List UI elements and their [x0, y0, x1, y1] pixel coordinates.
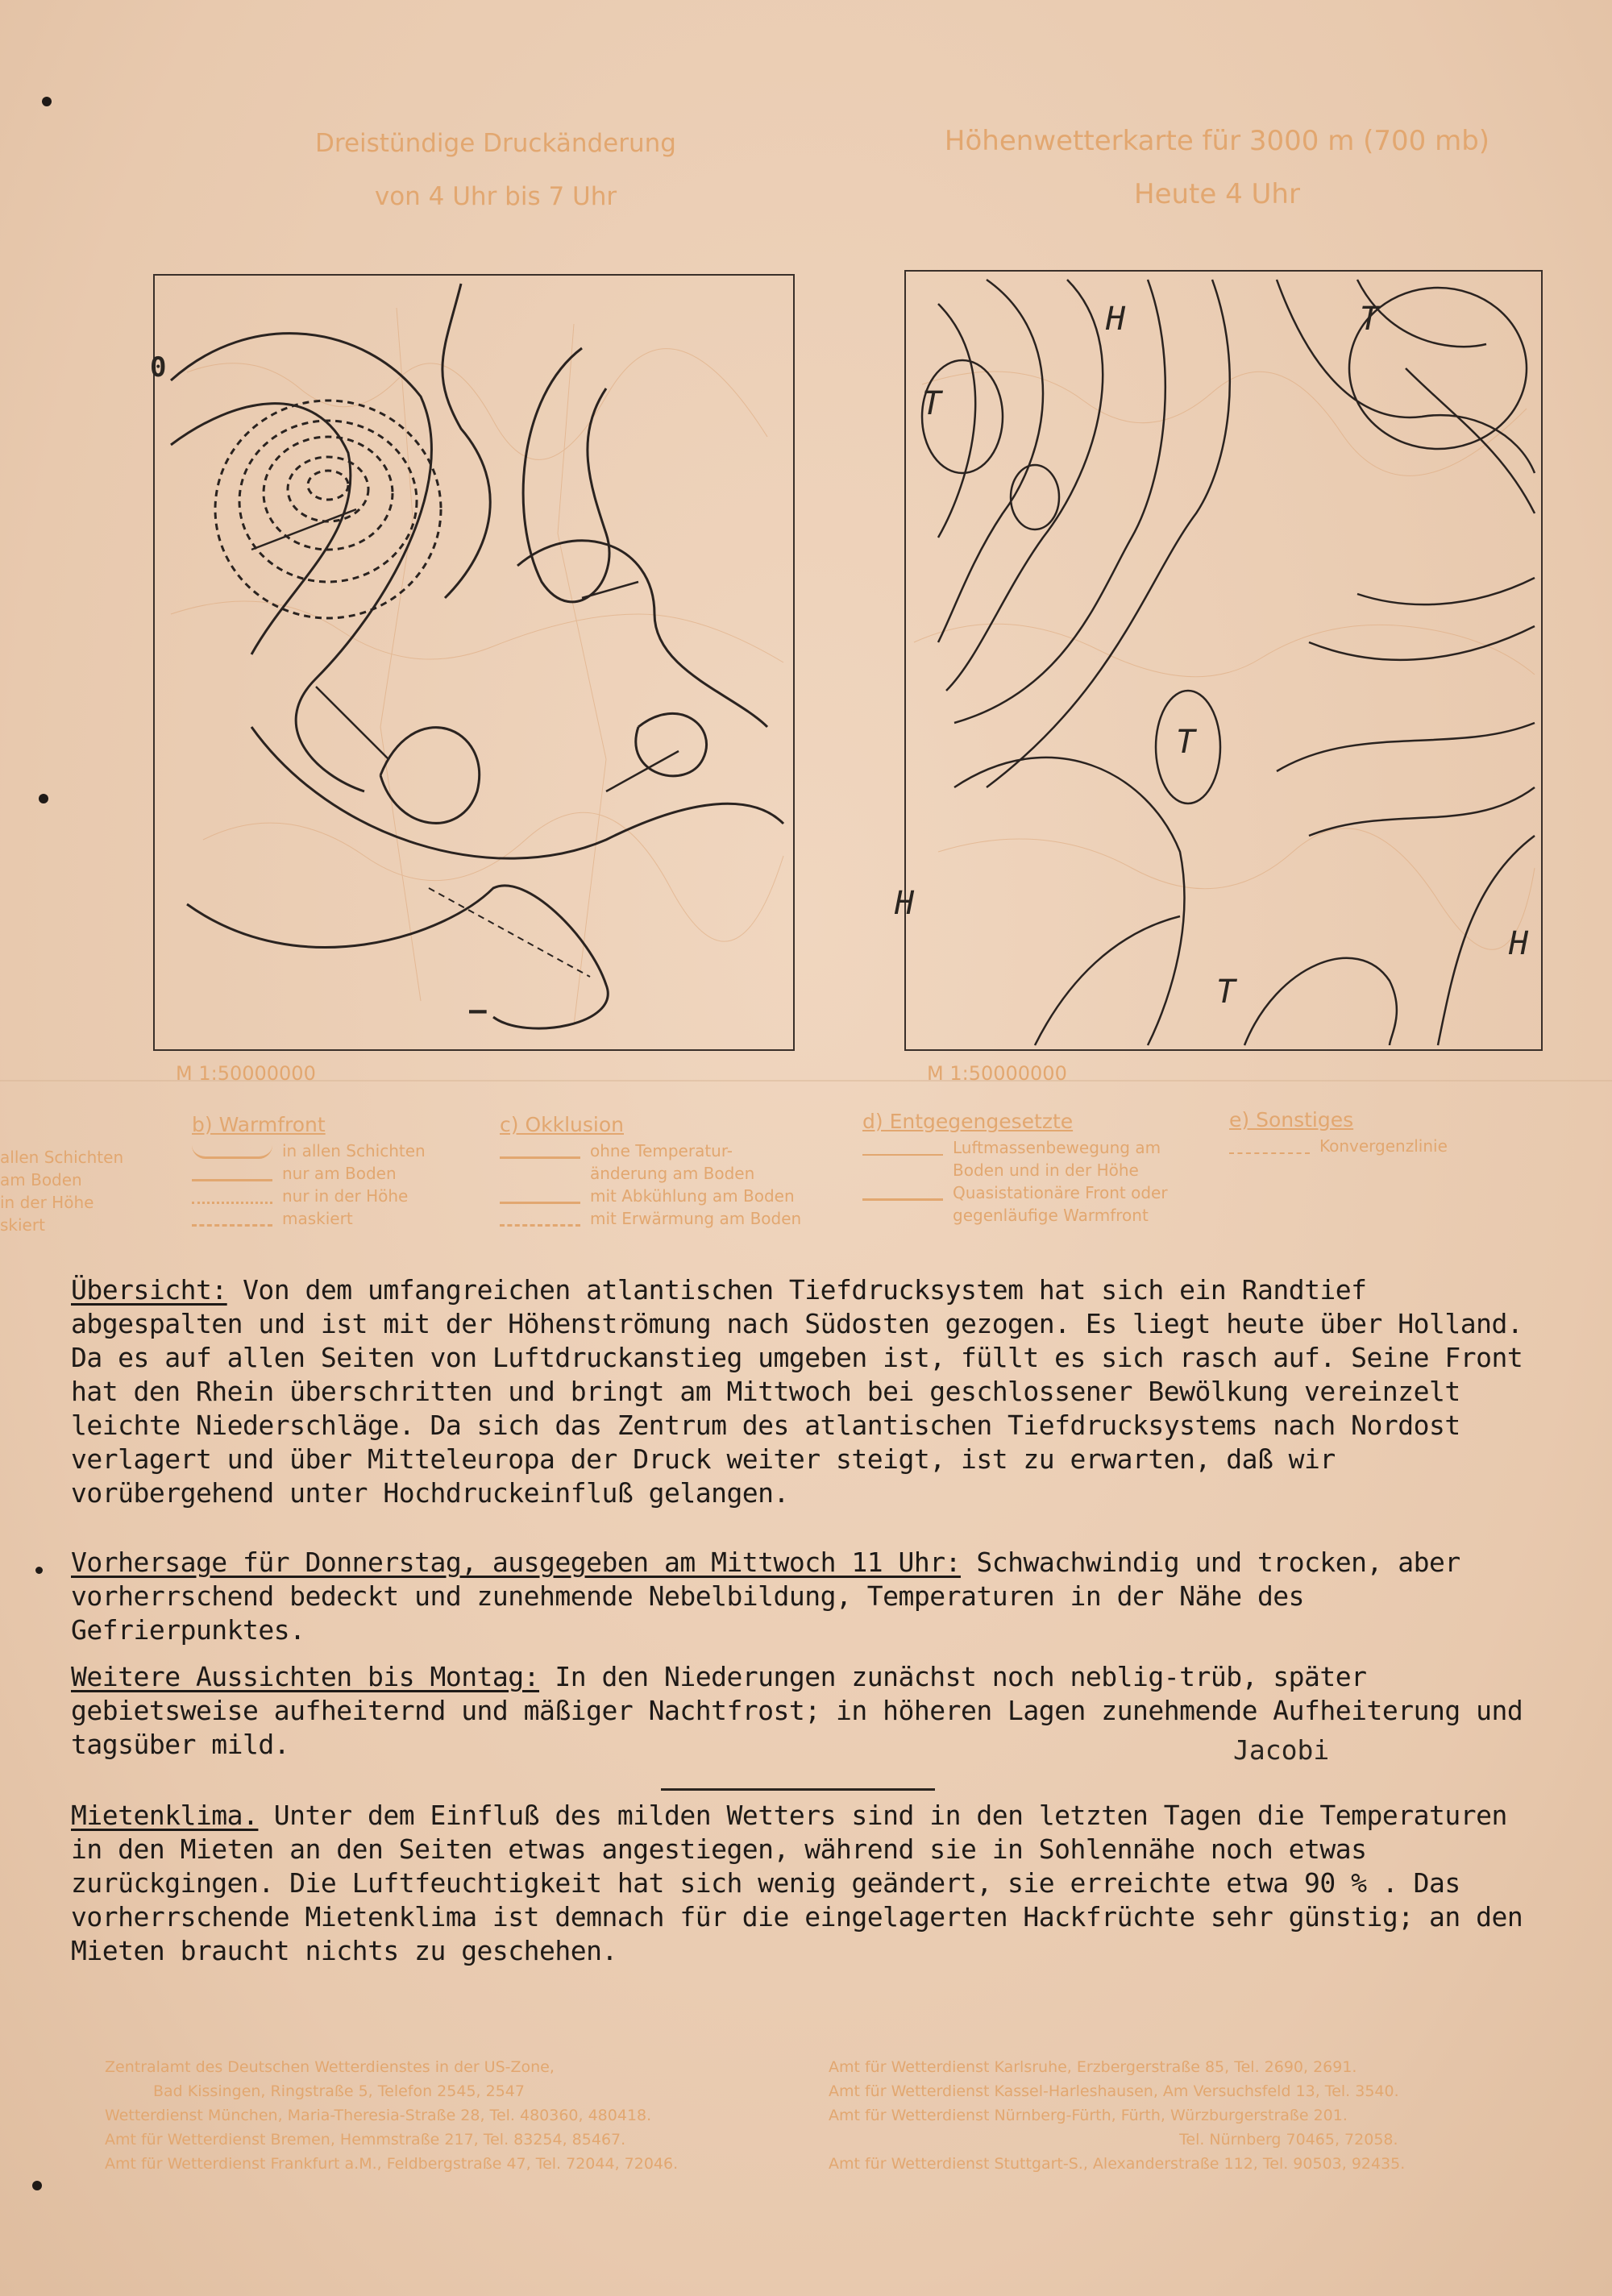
legend-warm-item-2: nur am Boden — [192, 1162, 426, 1185]
left-map-minus-label: – — [469, 994, 487, 1027]
left-map-arrows — [251, 509, 679, 791]
legend-warm-item-4: maskiert — [192, 1207, 426, 1230]
right-map-high-label-left: H — [895, 885, 915, 922]
right-upper-air-map — [895, 270, 1543, 1051]
storage-climate-heading: Mietenklima. — [71, 1800, 259, 1831]
author-signature: Jacobi — [1233, 1734, 1330, 1766]
right-map-contours — [922, 280, 1535, 1045]
section-divider — [661, 1788, 935, 1791]
outlook-body: In den Niederungen zunächst noch neblig-trüb, später gebietsweise aufheiternd und mäßiger Nachtfrost; in höheren Lagen zunehmende Aufheiterung und tagsüber mild. — [71, 1661, 1523, 1760]
overview-paragraph — [71, 1273, 1546, 1510]
footer-left-line-5: Amt für Wetterdienst Frankfurt a.M., Feldbergstraße 47, Tel. 72044, 72046. — [105, 2155, 679, 2173]
footer-left-line-3: Wetterdienst München, Maria-Theresia-Straße 28, Tel. 480360, 480418. — [105, 2107, 652, 2124]
punch-mark-middle — [39, 794, 48, 803]
legend-warm-front-heading: b) Warmfront — [192, 1113, 326, 1136]
legend-warm-item-3: nur in der Höhe — [192, 1185, 426, 1207]
right-map-title — [903, 125, 1531, 210]
legend-occlusion-item-4: mit Erwärmung am Boden — [500, 1207, 801, 1230]
legend-opposing-item-1: Luftmassenbewegung am — [862, 1136, 1168, 1159]
left-map-coastlines — [171, 308, 783, 1025]
footer-right-line-2: Amt für Wetterdienst Kassel-Harleshausen, Am Versuchsfeld 13, Tel. 3540. — [829, 2082, 1399, 2100]
right-map-high-label-right: H — [1509, 925, 1529, 962]
legend-warm-item-1: in allen Schichten — [192, 1140, 426, 1162]
right-map-low-label-top: T — [1360, 301, 1380, 338]
left-map-title-line2: von 4 Uhr bis 7 Uhr — [374, 182, 617, 211]
legend-occlusion-item-3: mit Abkühlung am Boden — [500, 1185, 801, 1207]
legend-occlusion-item-1: ohne Temperatur- — [500, 1140, 801, 1162]
storage-climate-body: Unter dem Einfluß des milden Wetters sind in den letzten Tagen die Temperaturen in den Mieten an den Seiten etwas angestiegen, während sie in Sohlennähe noch etwas zurückgingen. Die Luftfeuchtigkeit hat sich wenig geändert, sie erreichte etwa 90 % . Das vorherrschende Mietenklima ist demnach für die eingelagerten Hackfrüchte sehr günstig; an den Mieten braucht nichts zu geschehen. — [71, 1800, 1523, 1966]
right-map-low-label-center: T — [1176, 724, 1196, 761]
footer-left — [105, 2055, 678, 2176]
forecast-heading: Vorhersage für Donnerstag, ausgegeben am Mittwoch 11 Uhr: — [71, 1547, 961, 1578]
legend-opposing — [862, 1111, 1168, 1227]
legend-left-line3: in der Höhe — [0, 1193, 94, 1212]
footer-right-line-5: Amt für Wetterdienst Stuttgart-S., Alexanderstraße 112, Tel. 90503, 92435. — [829, 2155, 1406, 2173]
legend-occlusion-heading: c) Okklusion — [500, 1113, 624, 1136]
legend-opposing-item-3: Quasistationäre Front oder — [862, 1181, 1168, 1204]
right-map-high-label-top: H — [1106, 301, 1126, 338]
legend-left-line1: allen Schichten — [0, 1148, 124, 1167]
footer-right-line-1: Amt für Wetterdienst Karlsruhe, Erzbergerstraße 85, Tel. 2690, 2691. — [829, 2058, 1357, 2076]
footer-left-line-1: Zentralamt des Deutschen Wetterdienstes in der US-Zone, — [105, 2058, 555, 2076]
right-map-title-line1: Höhenwetterkarte für 3000 m (700 mb) — [944, 125, 1490, 157]
footer-left-line-2: Bad Kissingen, Ringstraße 5, Telefon 2545, 2547 — [153, 2082, 525, 2100]
right-map-drawing — [906, 272, 1541, 1049]
legend-other — [1229, 1109, 1448, 1157]
legend-opposing-item-4: gegenläufige Warmfront — [953, 1206, 1149, 1225]
right-map-title-line2: Heute 4 Uhr — [1134, 178, 1300, 210]
legend-other-item-1: Konvergenzlinie — [1229, 1135, 1448, 1157]
legend-left-line4: skiert — [0, 1215, 45, 1235]
punch-mark-bullet — [35, 1567, 43, 1574]
right-map-low-label-bottom: T — [1216, 974, 1236, 1011]
forecast-body: Schwachwindig und trocken, aber vorherrschend bedeckt und zunehmende Nebelbildung, Temperaturen in der Nähe des Gefrierpunktes. — [71, 1547, 1460, 1646]
left-map-drawing — [155, 276, 793, 1049]
right-map-coastlines — [914, 372, 1535, 949]
overview-heading: Übersicht: — [71, 1274, 227, 1306]
legend-other-heading: e) Sonstiges — [1229, 1108, 1354, 1131]
footer-left-line-4: Amt für Wetterdienst Bremen, Hemmstraße 217, Tel. 83254, 85467. — [105, 2131, 626, 2149]
overview-body: Von dem umfangreichen atlantischen Tiefdrucksystem hat sich ein Randtief abgespalten und ist mit der Höhenströmung nach Südosten gezogen. Es liegt heute über Holland. Da es auf allen Seiten von Luftdruckanstieg umgeben ist, füllt es sich rasch auf. Seine Front hat den Rhein überschritten und bringt am Mittwoch bei geschlossener Bewölkung vereinzelt leichte Niederschläge. Da sich das Zentrum des atlantischen Tiefdrucksystems nach Nordost verlagert und über Mitteleuropa der Druck weiter steigt, ist zu erwarten, daß wir vorübergehend unter Hochdruckeinfluß gelangen. — [71, 1274, 1523, 1509]
left-map-title-line1: Dreistündige Druckänderung — [315, 129, 676, 158]
right-map-scale: M 1:50000000 — [927, 1062, 1067, 1085]
left-map-negative-isallobars — [215, 401, 590, 977]
left-map-high-label: 0 — [150, 351, 167, 384]
punch-mark-top — [42, 97, 52, 106]
legend-warm-front — [192, 1114, 426, 1230]
outlook-heading: Weitere Aussichten bis Montag: — [71, 1661, 540, 1692]
storage-climate-paragraph — [71, 1799, 1546, 1968]
footer-right — [829, 2055, 1405, 2176]
left-pressure-change-map — [150, 274, 795, 1051]
legend-occlusion-item-2: änderung am Boden — [590, 1164, 755, 1183]
legend-left-line2: am Boden — [0, 1170, 82, 1190]
legend-opposing-heading: d) Entgegengesetzte — [862, 1110, 1074, 1133]
footer-right-line-4: Tel. Nürnberg 70465, 72058. — [1179, 2131, 1398, 2149]
punch-mark-bottom — [32, 2181, 42, 2190]
right-map-low-label-left: T — [922, 385, 942, 422]
left-map-scale: M 1:50000000 — [176, 1062, 316, 1085]
legend-left-fragment — [0, 1146, 123, 1236]
forecast-paragraph — [71, 1546, 1546, 1647]
legend-opposing-item-2: Boden und in der Höhe — [953, 1160, 1139, 1180]
footer-right-line-3: Amt für Wetterdienst Nürnberg-Fürth, Fürth, Würzburgerstraße 201. — [829, 2107, 1348, 2124]
left-map-title — [266, 129, 725, 211]
legend-occlusion — [500, 1114, 801, 1230]
